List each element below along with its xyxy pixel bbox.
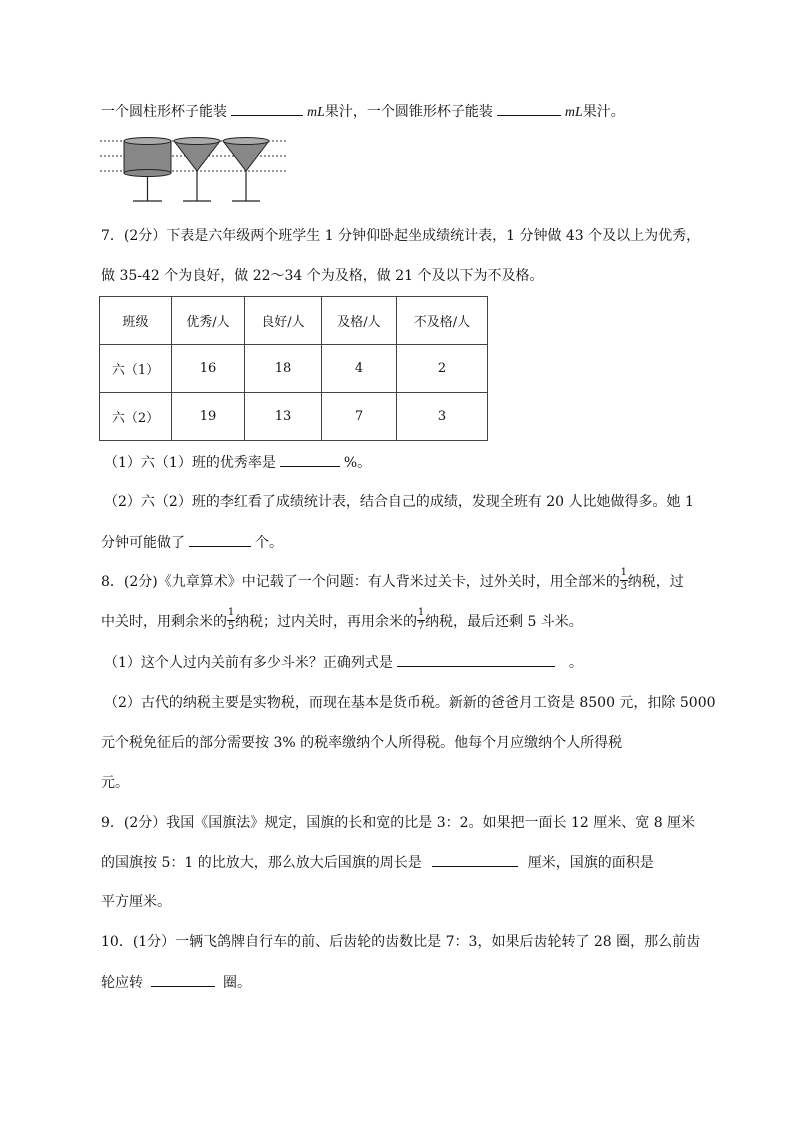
q10-text-a: 轮应转 xyxy=(101,975,143,991)
q6-text-b: 果汁，一个圆锥形杯子能装 xyxy=(324,104,493,120)
q7-sub2-text-a: 分钟可能做了 xyxy=(101,535,185,551)
q8-line-1 xyxy=(101,567,684,592)
q10-line-2 xyxy=(101,972,251,993)
q6-line xyxy=(101,101,625,123)
fraction-one-seventh xyxy=(417,607,425,632)
table-cell: 六（2） xyxy=(100,393,172,441)
table-cell: 2 xyxy=(397,345,488,393)
table-cell: 3 xyxy=(397,393,488,441)
q7-sub1-text-b: %。 xyxy=(343,455,372,471)
q6-cylinder-answer-blank[interactable] xyxy=(231,101,303,116)
table-cell: 16 xyxy=(172,345,245,393)
table-row xyxy=(100,393,488,441)
q6-unit-b: mL xyxy=(564,105,583,120)
fraction-one-third xyxy=(620,567,628,592)
fraction-numerator: 1 xyxy=(620,567,627,578)
table-cell: 19 xyxy=(172,393,245,441)
table-header-cell: 班级 xyxy=(100,297,172,345)
q7-sub2-answer-blank[interactable] xyxy=(189,532,251,547)
q7-line-1: 7．(2分）下表是六年级两个班学生 1 分钟仰卧起坐成绩统计表，1 分钟做 43 个及以上为优秀， xyxy=(101,228,701,244)
table-cell: 六（1） xyxy=(100,345,172,393)
q9-line-1: 9．(2分）我国《国旗法》规定，国旗的长和宽的比是 3：2。如果把一面长 12 厘米、宽 8 厘米 xyxy=(101,815,696,831)
q6-text-c: 果汁。 xyxy=(582,104,625,120)
cups-figure xyxy=(98,134,290,204)
q6-text-a: 一个圆柱形杯子能装 xyxy=(101,104,227,120)
table-cell: 18 xyxy=(245,345,322,393)
q8-text-2c: 纳税，最后还剩 5 斗米。 xyxy=(425,614,583,630)
q7-sub2-line-2 xyxy=(101,532,283,553)
q6-cone-answer-blank[interactable] xyxy=(497,101,561,116)
fraction-one-fifth xyxy=(227,607,235,632)
q8-sub1-text-a: （1）这个人过内关前有多少斗米？正确列式是 xyxy=(104,655,393,671)
fraction-denominator: 3 xyxy=(620,581,627,592)
cylinder-cup xyxy=(124,138,171,202)
table-cell: 4 xyxy=(322,345,397,393)
q7-line-2: 做 35-42 个为良好，做 22～34 个为及格，做 21 个及以下为不及格。 xyxy=(101,268,544,284)
fraction-numerator: 1 xyxy=(417,607,425,618)
table-header-cell: 不及格/人 xyxy=(397,297,488,345)
q8-sub1 xyxy=(104,652,583,673)
table-row xyxy=(100,345,488,393)
fraction-denominator: 5 xyxy=(227,621,235,632)
q8-text-1b: 纳税，过 xyxy=(627,574,684,590)
cone-cup-2 xyxy=(223,138,269,202)
q8-text-2b: 纳税；过内关时，再用余米的 xyxy=(235,614,417,630)
q8-line-2 xyxy=(101,607,583,632)
q8-text-1a: 8．(2分)《九章算术》中记载了一个问题：有人背米过关卡，过外关时，用全部米的 xyxy=(101,574,620,590)
q7-sub2-text-b: 个。 xyxy=(255,535,283,551)
q10-line-1: 10．(1分）一辆飞鸽牌自行车的前、后齿轮的齿数比是 7：3，如果后齿轮转了 28 圈，那么前齿 xyxy=(101,934,701,950)
q8-sub2-line-3: 元。 xyxy=(101,775,129,791)
table-header-row xyxy=(100,297,488,345)
q8-sub1-answer-blank[interactable] xyxy=(397,652,555,667)
q8-sub2-line-1: （2）古代的纳税主要是实物税，而现在基本是货币税。新新的爸爸月工资是 8500 元，扣除 5000 xyxy=(104,695,716,711)
q6-unit-a: mL xyxy=(307,105,325,120)
q10-text-b: 圈。 xyxy=(223,975,251,991)
q9-text-2a: 的国旗按 5：1 的比放大，那么放大后国旗的周长是 xyxy=(101,855,422,871)
q9-text-2b: 厘米，国旗的面积是 xyxy=(527,855,654,871)
table-cell: 13 xyxy=(245,393,322,441)
fraction-numerator: 1 xyxy=(227,607,235,618)
q7-sub1-answer-blank[interactable] xyxy=(280,452,340,467)
table-header-cell: 及格/人 xyxy=(322,297,397,345)
q9-line-2 xyxy=(101,852,654,873)
q8-sub2-line-2: 元个税免征后的部分需要按 3% 的税率缴纳个人所得税。他每个月应缴纳个人所得税 xyxy=(101,735,623,751)
q7-sub1 xyxy=(104,452,371,473)
score-table xyxy=(99,296,488,441)
table-header-cell: 良好/人 xyxy=(245,297,322,345)
q8-sub1-text-b: 。 xyxy=(568,655,583,671)
table-cell: 7 xyxy=(322,393,397,441)
cone-cup-1 xyxy=(174,138,220,202)
q10-answer-blank[interactable] xyxy=(151,972,215,987)
q7-sub2-line-1: （2）六（2）班的李红看了成绩统计表，结合自己的成绩，发现全班有 20 人比她做得多。她 1 xyxy=(104,494,694,510)
q9-perimeter-answer-blank[interactable] xyxy=(432,852,518,867)
q8-text-2a: 中关时，用剩余米的 xyxy=(101,614,227,630)
q7-sub1-text-a: （1）六（1）班的优秀率是 xyxy=(104,455,276,471)
table-header-cell: 优秀/人 xyxy=(172,297,245,345)
q9-line-3: 平方厘米。 xyxy=(101,894,171,910)
fraction-denominator: 7 xyxy=(417,621,425,632)
